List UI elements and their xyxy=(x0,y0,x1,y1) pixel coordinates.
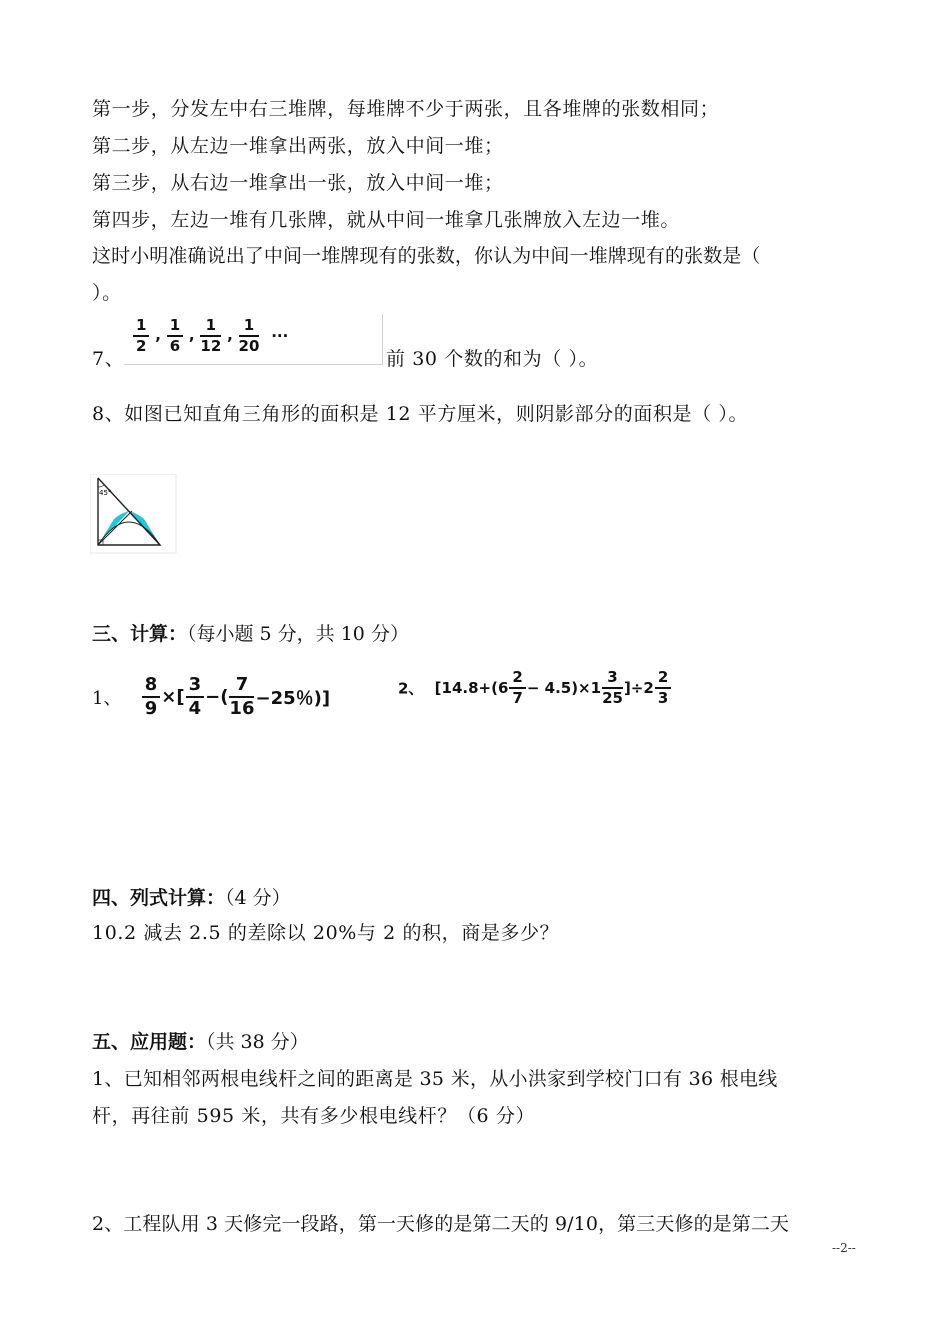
section-5-q1-line1: 1、已知相邻两根电线杆之间的距离是 35 米，从小洪家到学校门口有 36 根电线 xyxy=(92,1068,778,1090)
section-4-note: （4 分） xyxy=(225,887,291,909)
step-1-text: 第一步，分发左中右三堆牌，每堆牌不少于两张，且各堆牌的张数相同； xyxy=(92,98,720,120)
section-5-q2-line1: 2、工程队用 3 天修完一段路，第一天修的是第二天的 9/10，第三天修的是第二天 xyxy=(92,1213,790,1235)
p1-minus-open: −( xyxy=(205,686,229,708)
section-5-title: 五、应用题： xyxy=(92,1031,207,1053)
seq-fraction-1: $\frac{1}{2}$ xyxy=(133,318,149,354)
problem-1-expression xyxy=(92,676,330,718)
seq-fraction-2: $\frac{1}{6}$ xyxy=(167,318,183,354)
problem-2-label: 2、 xyxy=(398,679,424,698)
p2-fraction-2-3: $\frac{2}{3}$ xyxy=(655,670,671,706)
p2-head: [14.8+(6 xyxy=(434,679,509,697)
seq-sep: , xyxy=(227,326,233,344)
p1-fraction-3-4: $\frac{3}{4}$ xyxy=(186,676,205,718)
section-3-title: 三、计算： xyxy=(92,623,188,645)
section-3-note: （每小题 5 分，共 10 分） xyxy=(187,623,409,645)
section-5-note: （共 38 分） xyxy=(206,1031,309,1053)
q8-triangle-figure xyxy=(90,474,178,554)
problem-1-label: 1、 xyxy=(92,688,122,709)
section-4-question: 10.2 减去 2.5 的差除以 20%与 2 的积，商是多少？ xyxy=(92,922,560,944)
seq-fraction-4: $\frac{1}{20}$ xyxy=(238,316,260,355)
q7-sequence-box xyxy=(124,314,383,365)
p2-fraction-3-25: $\frac{3}{25}$ xyxy=(602,668,623,707)
p2-mid: − 4.5)×1 xyxy=(526,679,602,697)
p1-fraction-8-9: $\frac{8}{9}$ xyxy=(142,676,161,718)
seq-sep: , xyxy=(188,326,195,344)
section-3-heading xyxy=(92,621,409,647)
section-4-heading xyxy=(92,885,291,911)
section-5-heading xyxy=(92,1029,309,1055)
p1-times: ×[ xyxy=(161,686,185,708)
page-number: --2-- xyxy=(832,1241,856,1255)
p1-fraction-7-16: $\frac{7}{16}$ xyxy=(229,674,255,719)
step-2-text: 第二步，从左边一堆拿出两张，放入中间一堆； xyxy=(92,135,504,157)
q7-text: 前 30 个数的和为（ ）。 xyxy=(386,348,599,370)
q8-text: 8、如图已知直角三角形的面积是 12 平方厘米，则阴影部分的面积是（ ）。 xyxy=(92,403,749,425)
q7-number: 7、 xyxy=(92,348,125,370)
conclusion-text: 这时小明准确说出了中间一堆牌现有的张数，你认为中间一堆牌现有的张数是（ xyxy=(92,245,761,267)
seq-fraction-3: $\frac{1}{12}$ xyxy=(200,316,222,355)
section-4-title: 四、列式计算： xyxy=(92,887,226,909)
seq-sep: , xyxy=(155,326,161,344)
angle-label: 45° xyxy=(99,489,112,497)
step-4-text: 第四步，左边一堆有几张牌，就从中间一堆拿几张牌放入左边一堆。 xyxy=(92,209,681,231)
p2-fraction-2-7: $\frac{2}{7}$ xyxy=(509,670,525,706)
conclusion-tail: ）。 xyxy=(92,282,122,304)
problem-2-expression xyxy=(398,670,672,706)
section-5-q1-line2: 杆，再往前 595 米，共有多少根电线杆？（6 分） xyxy=(92,1105,536,1127)
p1-tail: −25％)] xyxy=(255,688,331,709)
seq-ellipsis: ··· xyxy=(271,327,289,345)
step-3-text: 第三步，从右边一堆拿出一张，放入中间一堆； xyxy=(92,172,504,194)
inner-arc xyxy=(98,522,160,545)
p2-div: ]÷2 xyxy=(623,679,654,697)
